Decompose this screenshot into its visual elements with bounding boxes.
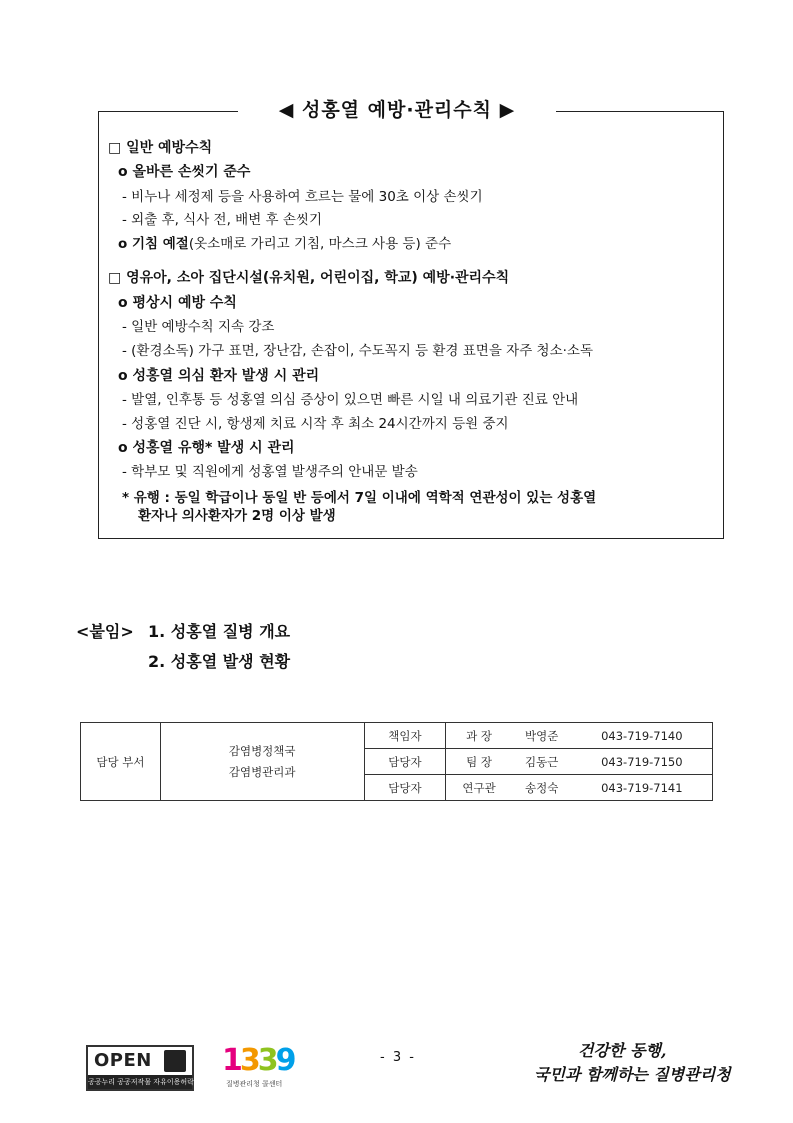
position-cell: 연구관 bbox=[446, 775, 512, 801]
section2-item2-sub2: - 성홍열 진단 시, 항생제 치료 시작 후 최소 24시간까지 등원 중지 bbox=[122, 416, 509, 432]
section2-item2: o 성홍열 의심 환자 발생 시 관리 bbox=[118, 368, 320, 384]
kdca-slogan bbox=[534, 1038, 731, 1088]
attribution-icon bbox=[164, 1050, 186, 1072]
role-cell: 담당자 bbox=[364, 775, 446, 801]
slogan-line2: 국민과 함께하는 질병관리청 bbox=[534, 1065, 731, 1084]
phone-cell: 043-719-7141 bbox=[572, 775, 713, 801]
dept-label-cell: 담당 부서 bbox=[81, 723, 161, 801]
dept-line2: 감염병관리과 bbox=[228, 764, 296, 779]
open-bar-text: 공공누리 공공저작물 자유이용허락 bbox=[88, 1075, 192, 1089]
page-number: - 3 - bbox=[380, 1050, 416, 1065]
open-word: OPEN bbox=[94, 1050, 152, 1071]
dept-line1: 감염병정책국 bbox=[228, 743, 296, 758]
section1-item2-bold: o 기침 예절 bbox=[118, 236, 189, 252]
section2-item1-sub1: - 일반 예방수칙 지속 강조 bbox=[122, 319, 275, 335]
section1-item1-sub2: - 외출 후, 식사 전, 배변 후 손씻기 bbox=[122, 212, 322, 228]
section2-heading: □ 영유아, 소아 집단시설(유치원, 어린이집, 학교) 예방·관리수칙 bbox=[108, 270, 510, 286]
name-cell: 김동근 bbox=[512, 749, 572, 775]
name-cell: 송정숙 bbox=[512, 775, 572, 801]
call-center-1339-logo bbox=[220, 1043, 300, 1093]
section2-item1-sub2: - (환경소독) 가구 표면, 장난감, 손잡이, 수도꼭지 등 환경 표면을 자주 청소·소독 bbox=[122, 343, 594, 359]
table-row bbox=[81, 723, 713, 749]
attachment-label: <붙임> bbox=[76, 622, 134, 641]
section2-item3: o 성홍열 유행* 발생 시 관리 bbox=[118, 440, 295, 456]
slogan-line1: 건강한 동행, bbox=[578, 1041, 667, 1060]
attachment-item1: 1. 성홍열 질병 개요 bbox=[148, 622, 291, 641]
section2-item3-sub1: - 학부모 및 직원에게 성홍열 발생주의 안내문 발송 bbox=[122, 464, 418, 480]
epidemic-note-line2: 환자나 의사환자가 2명 이상 발생 bbox=[138, 508, 336, 524]
section1-heading: □ 일반 예방수칙 bbox=[108, 140, 213, 156]
section1-item2 bbox=[118, 234, 451, 254]
epidemic-note-line1: * 유행 : 동일 학급이나 동일 반 등에서 7일 이내에 역학적 연관성이 있는 성홍열 bbox=[122, 490, 597, 506]
box-title: ◀ 성홍열 예방·관리수칙 ▶ bbox=[238, 95, 556, 125]
section1-item1-sub1: - 비누나 세정제 등을 사용하여 흐르는 물에 30초 이상 손씻기 bbox=[122, 189, 483, 205]
position-cell: 팀 장 bbox=[446, 749, 512, 775]
logo-1339-sub: 질병관리청 콜센터 bbox=[226, 1080, 283, 1088]
phone-cell: 043-719-7140 bbox=[572, 723, 713, 749]
phone-cell: 043-719-7150 bbox=[572, 749, 713, 775]
role-cell: 담당자 bbox=[364, 749, 446, 775]
logo-1339-digits: 1339 bbox=[222, 1043, 294, 1078]
role-cell: 책임자 bbox=[364, 723, 446, 749]
section2-item2-sub1: - 발열, 인후통 등 성홍열 의심 증상이 있으면 빠른 시일 내 의료기관 진료 안내 bbox=[122, 392, 579, 408]
position-cell: 과 장 bbox=[446, 723, 512, 749]
section2-item1: o 평상시 예방 수칙 bbox=[118, 295, 237, 311]
name-cell: 박영준 bbox=[512, 723, 572, 749]
section1-item1: o 올바른 손씻기 준수 bbox=[118, 164, 251, 180]
section1-item2-rest: (옷소매로 가리고 기침, 마스크 사용 등) 준수 bbox=[188, 236, 452, 252]
dept-name-cell bbox=[160, 723, 364, 801]
kogl-open-logo bbox=[86, 1045, 194, 1091]
attachment-item2: 2. 성홍열 발생 현황 bbox=[148, 652, 291, 671]
contact-table bbox=[80, 722, 713, 801]
